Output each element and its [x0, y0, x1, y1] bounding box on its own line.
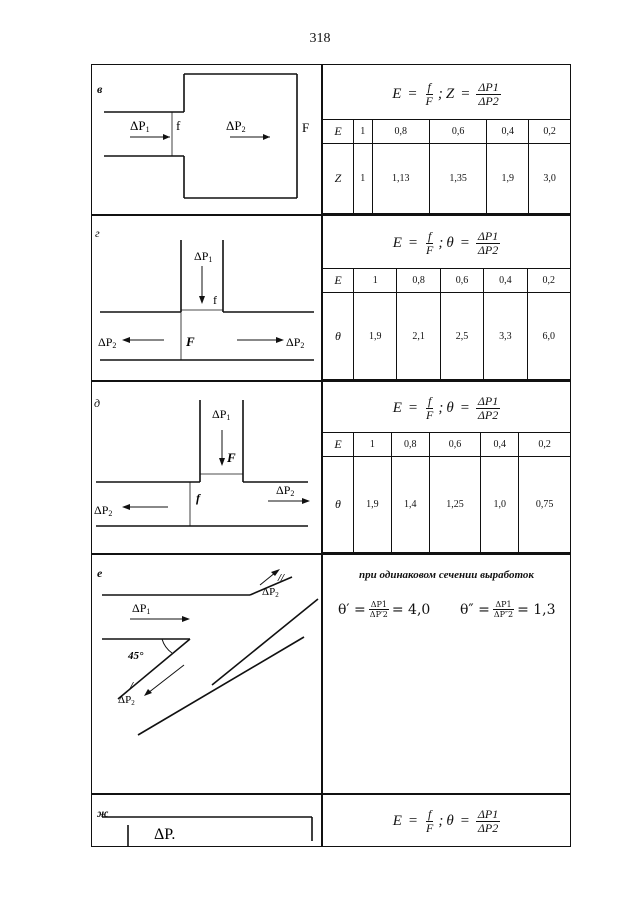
table-cell: 0,4	[481, 433, 519, 457]
theta-lhs: θ′ =	[338, 601, 366, 618]
formula-var: θ	[446, 812, 454, 829]
formula-lhs: E	[392, 234, 402, 251]
table-cell: 0,8	[391, 433, 429, 457]
formula-lhs: E	[392, 399, 402, 416]
table-cell: 0,6	[429, 120, 486, 144]
theta-prime-formula	[338, 600, 430, 619]
formula-eq2: =	[459, 812, 470, 829]
delta-p2-left-label: ΔP2	[98, 335, 117, 350]
frac-den: ΔP′2	[369, 610, 388, 619]
table-cell: 1	[354, 269, 397, 293]
table-cell: 1,9	[487, 144, 529, 214]
formula-var: θ	[446, 399, 454, 416]
row-head: θ	[323, 293, 354, 380]
delta-p2-bottom-mark: /	[130, 680, 134, 692]
diagram-row-d	[92, 382, 321, 553]
formula-eq2: =	[459, 399, 470, 416]
delta-p2-left-label: ΔP2	[94, 503, 113, 518]
frac-num: ΔP1	[477, 806, 499, 821]
table-cell: 1,35	[429, 144, 486, 214]
formula-row-g	[322, 218, 571, 268]
frac-den: F	[426, 820, 434, 835]
frac-den: F	[426, 242, 434, 257]
values-table-d	[322, 432, 571, 553]
formula-sep: ;	[438, 234, 444, 251]
theta-lhs: θ″ =	[460, 601, 490, 618]
row-head: E	[323, 120, 354, 144]
row-head: E	[323, 269, 354, 293]
table-cell: 1,4	[391, 457, 429, 553]
fraction-dp	[476, 808, 500, 835]
formula-lhs: E	[392, 85, 402, 102]
table-cell: 2,1	[397, 293, 440, 380]
row-label: е	[97, 566, 103, 580]
table-cell: 2,5	[440, 293, 483, 380]
formula-eq: =	[407, 85, 418, 102]
frac-num: ΔP1	[477, 228, 499, 243]
table-cell: 1,9	[354, 293, 397, 380]
fraction-f-F	[424, 395, 435, 422]
frac-num: f	[428, 806, 432, 821]
formula-lhs: E	[392, 812, 402, 829]
delta-p1-label: ΔP1	[212, 407, 231, 422]
theta-rhs: = 4,0	[391, 601, 431, 618]
big-section-label: F	[302, 120, 310, 135]
table-cell: 1,13	[372, 144, 429, 214]
table-cell: 0,8	[372, 120, 429, 144]
table-cell: 0,4	[487, 120, 529, 144]
row-label: г	[95, 226, 100, 240]
table-cell: 1	[354, 433, 392, 457]
row-head: Z	[323, 144, 354, 214]
theta-fraction	[492, 600, 515, 619]
theta-double-prime-formula	[460, 600, 556, 619]
frac-num: f	[428, 393, 432, 408]
section-note: при одинаковом сечении выработок	[359, 569, 534, 581]
frac-den: F	[426, 407, 434, 422]
small-section-label: f	[213, 293, 217, 307]
table-cell: 1,25	[429, 457, 481, 553]
formula-sep: ;	[437, 85, 443, 102]
small-section-label: f	[176, 118, 181, 133]
table-cell: 0,6	[429, 433, 481, 457]
fraction-dp	[476, 81, 500, 108]
fraction-dp	[476, 395, 500, 422]
delta-p2-label: ΔP2	[226, 118, 246, 134]
delta-p2-top-mark: //	[278, 572, 285, 584]
theta-fraction	[368, 600, 390, 619]
delta-p1-label: ΔP1	[132, 601, 151, 616]
table-cell: 0,6	[440, 269, 483, 293]
page-number: 318	[309, 31, 331, 46]
table-cell: 0,2	[519, 433, 571, 457]
table-cell: 1	[354, 144, 373, 214]
fraction-f-F	[424, 81, 435, 108]
formula-row-v	[322, 68, 571, 120]
delta-p1-label: ΔP1	[130, 118, 150, 134]
frac-den: ΔP2	[477, 820, 499, 835]
frac-num: ΔP1	[370, 600, 387, 609]
frac-den: ΔP″2	[493, 610, 514, 619]
diagram-row-v	[92, 66, 321, 214]
diagram-row-e	[92, 555, 321, 793]
table-cell: 0,75	[519, 457, 571, 553]
fraction-f-F	[424, 808, 435, 835]
formula-sep: ;	[438, 812, 444, 829]
table-cell: 3,3	[484, 293, 527, 380]
theta-rhs: = 1,3	[517, 601, 556, 618]
frac-num: ΔP1	[477, 393, 499, 408]
table-cell: 1,0	[481, 457, 519, 553]
values-table-v	[322, 119, 571, 214]
table-cell: 0,2	[527, 269, 570, 293]
frac-num: ΔP1	[478, 79, 499, 94]
formula-sep: ;	[438, 399, 444, 416]
delta-p-label: ΔP.	[154, 826, 176, 843]
frac-num: f	[428, 228, 432, 243]
table-cell: 0,2	[529, 120, 571, 144]
big-section-label: F	[186, 334, 195, 349]
row-head: E	[323, 433, 354, 457]
angle-label: 45°	[128, 650, 144, 662]
row-head: θ	[323, 457, 354, 553]
delta-p2-top-label: ΔP2	[262, 586, 279, 599]
formula-eq: =	[407, 399, 419, 416]
fraction-dp	[476, 230, 500, 257]
delta-p2-bottom-label: ΔP2	[118, 694, 135, 707]
table-cell: 3,0	[529, 144, 571, 214]
diagram-row-zh	[92, 795, 321, 847]
formula-var: Z	[445, 85, 455, 102]
frac-den: ΔP2	[477, 242, 499, 257]
table-cell: 0,4	[484, 269, 527, 293]
formula-eq2: =	[459, 234, 470, 251]
row-label: ж	[97, 806, 109, 820]
formula-eq: =	[407, 234, 419, 251]
table-cell: 0,8	[397, 269, 440, 293]
formula-eq2: =	[460, 85, 471, 102]
formula-var: θ	[446, 234, 454, 251]
table-cell: 1	[354, 120, 373, 144]
formula-eq: =	[407, 812, 419, 829]
formula-row-zh	[322, 797, 571, 845]
diagram-row-g	[92, 216, 321, 380]
table-cell: 1,9	[354, 457, 392, 553]
fraction-f-F	[424, 230, 435, 257]
frac-num: f	[427, 79, 431, 94]
frac-den: ΔP2	[478, 93, 499, 108]
row-label: в	[97, 82, 103, 96]
delta-p2-right-label: ΔP2	[276, 483, 295, 498]
frac-den: ΔP2	[477, 407, 499, 422]
row-label: д	[94, 396, 101, 410]
formula-row-d	[322, 384, 571, 432]
frac-den: F	[425, 93, 433, 108]
values-table-g	[322, 268, 571, 380]
frac-num: ΔP1	[495, 600, 512, 609]
small-section-label: f	[196, 491, 200, 505]
delta-p2-right-label: ΔP2	[286, 335, 305, 350]
table-cell: 6,0	[527, 293, 570, 380]
delta-p1-label: ΔP1	[194, 249, 213, 264]
big-section-label: F	[227, 450, 236, 465]
